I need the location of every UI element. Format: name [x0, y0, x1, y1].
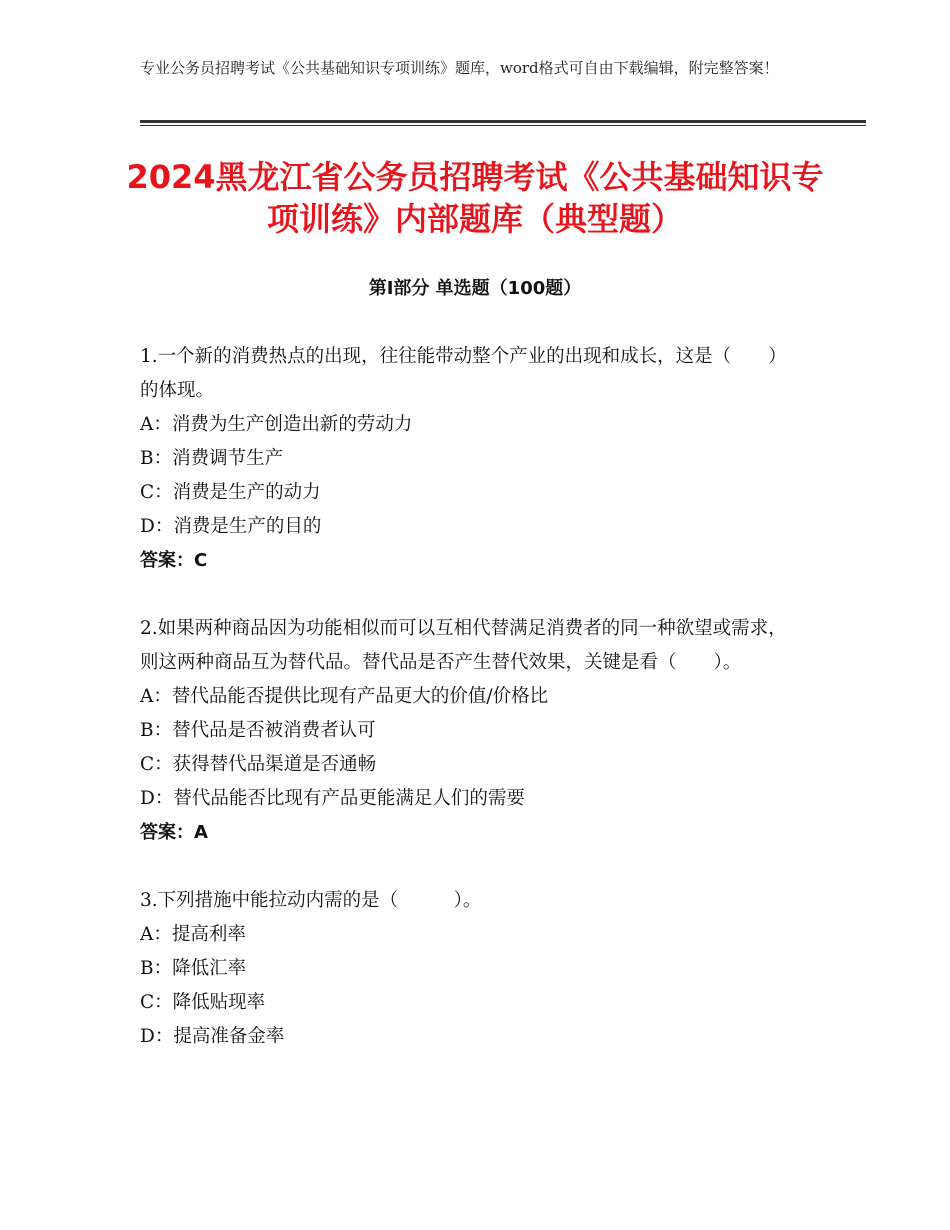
- option-d: D：消费是生产的目的: [140, 516, 322, 537]
- answer-label: 答案：C: [140, 550, 208, 571]
- option-a: A：提高利率: [140, 924, 246, 945]
- option-d: D：提高准备金率: [140, 1026, 285, 1047]
- question-2: [140, 612, 800, 850]
- option-a: A：消费为生产创造出新的劳动力: [140, 414, 413, 435]
- question-stem: 3.下列措施中能拉动内需的是（ ）。: [140, 890, 482, 911]
- option-b: B：降低汇率: [140, 958, 247, 979]
- question-stem: 1.一个新的消费热点的出现，往往能带动整个产业的出现和成长，这是（ ）的体现。: [140, 346, 787, 401]
- question-list: [140, 340, 800, 1088]
- option-b: B：消费调节生产: [140, 448, 284, 469]
- option-c: C：降低贴现率: [140, 992, 266, 1013]
- option-c: C：消费是生产的动力: [140, 482, 321, 503]
- question-stem: 2.如果两种商品因为功能相似而可以互相代替满足消费者的同一种欲望或需求，则这两种商品互为替代品。替代品是否产生替代效果，关键是看（ ）。: [140, 618, 787, 673]
- option-d: D：替代品能否比现有产品更能满足人们的需要: [140, 788, 525, 809]
- option-b: B：替代品是否被消费者认可: [140, 720, 376, 741]
- option-c: C：获得替代品渠道是否通畅: [140, 754, 377, 775]
- section-heading: 第Ⅰ部分 单选题（100题）: [368, 278, 582, 299]
- header-note: 专业公务员招聘考试《公共基础知识专项训练》题库，word格式可自由下载编辑，附完整答案！: [140, 59, 779, 77]
- question-3: [140, 884, 800, 1054]
- answer-label: 答案：A: [140, 822, 208, 843]
- document-title: 2024黑龙江省公务员招聘考试《公共基础知识专项训练》内部题库（典型题）: [126, 158, 824, 238]
- header-divider: [140, 120, 866, 126]
- question-1: [140, 340, 800, 578]
- option-a: A：替代品能否提供比现有产品更大的价值/价格比: [140, 686, 549, 707]
